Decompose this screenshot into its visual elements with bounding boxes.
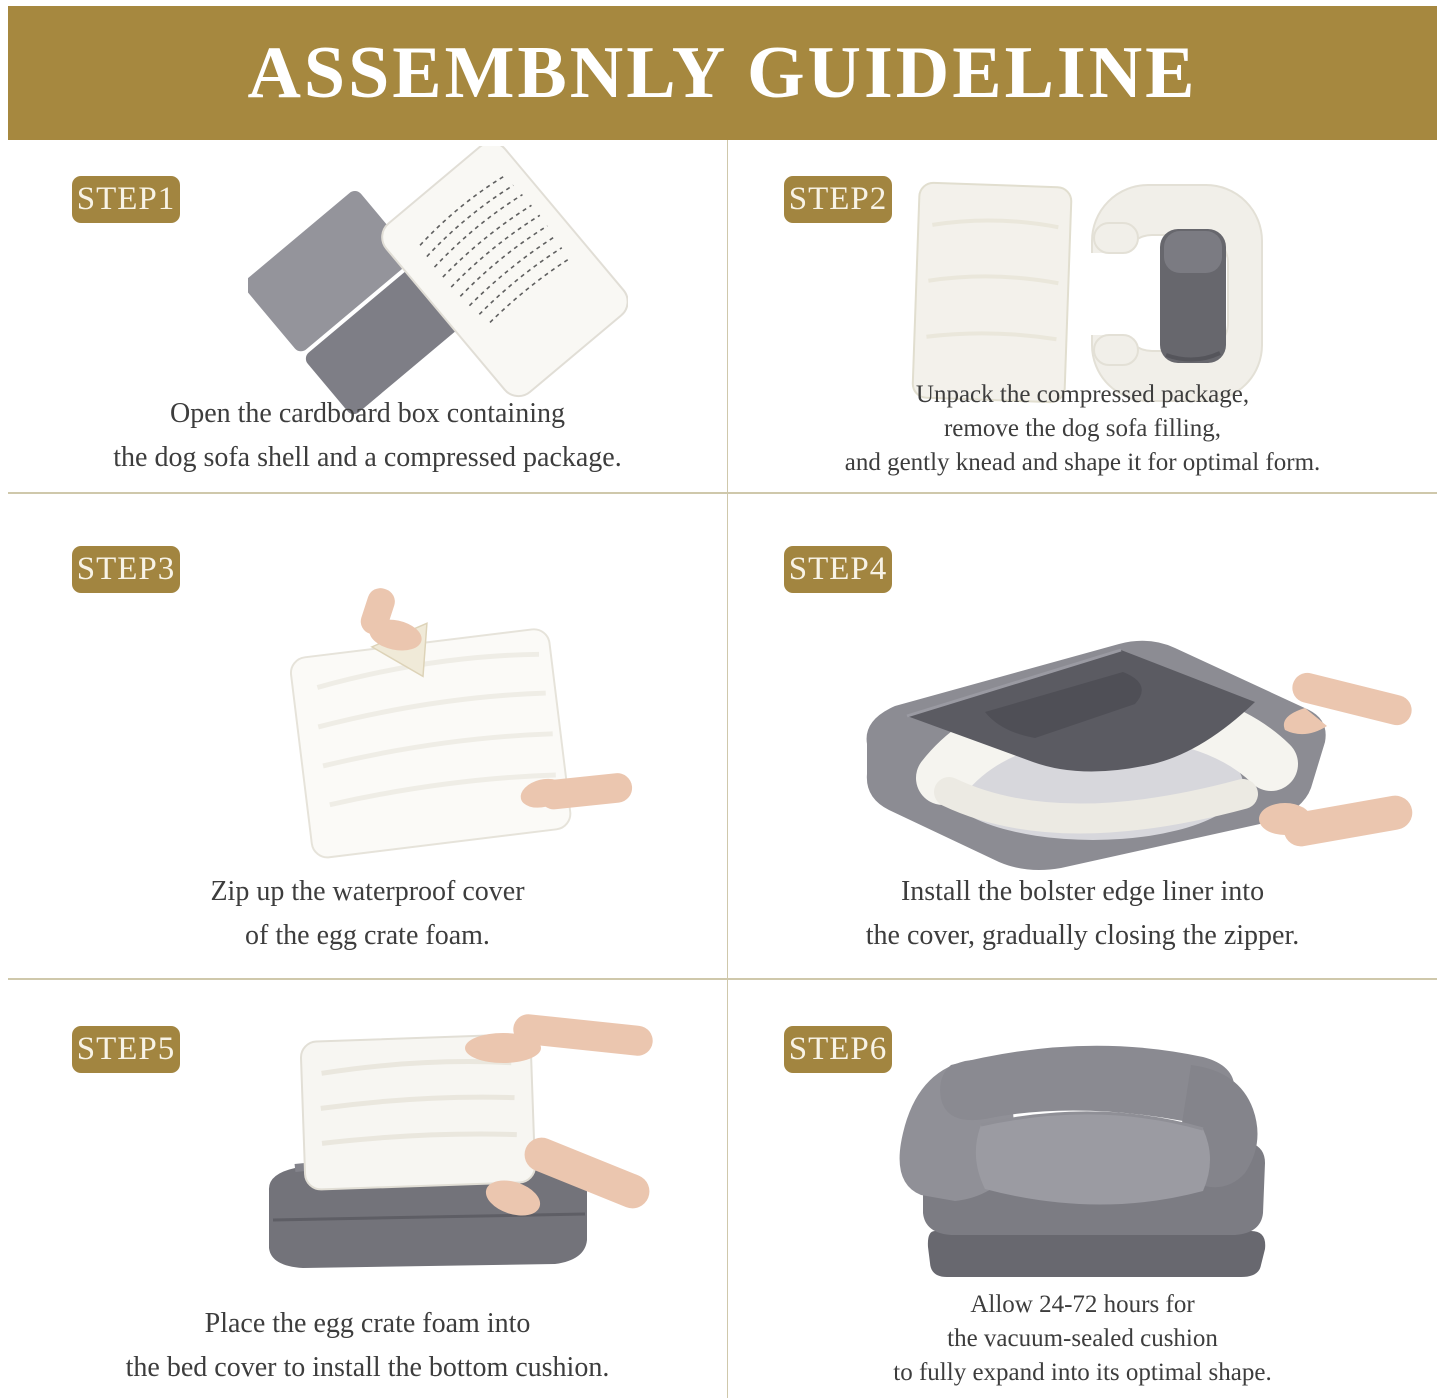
step5-caption: Place the egg crate foam into the bed cover to install the bottom cushion. <box>125 1308 610 1383</box>
step3-cover-photo <box>213 584 633 864</box>
page-title: ASSEMBNLY GUIDELINE <box>247 31 1198 114</box>
step6-badge: STEP6 <box>784 1026 892 1073</box>
step1-package-photo <box>248 146 628 416</box>
step5-foam-photo <box>203 1008 653 1283</box>
step4-badge: STEP4 <box>784 546 892 593</box>
step5-panel <box>8 980 727 1398</box>
step3-badge: STEP3 <box>72 546 180 593</box>
step1-badge: STEP1 <box>72 176 180 223</box>
step2-caption: Unpack the compressed package, remove the dog sofa filling, and gently knead and shape it for optimal form. <box>844 381 1321 476</box>
step6-panel <box>728 980 1437 1398</box>
step3-caption: Zip up the waterproof cover of the egg crate foam. <box>210 876 525 951</box>
step6-finished-sofa-photo <box>873 1013 1313 1298</box>
step2-badge: STEP2 <box>784 176 892 223</box>
step3-panel <box>8 494 727 978</box>
assembly-banner <box>8 6 1437 140</box>
step2-filling-photo <box>898 173 1268 413</box>
step5-badge: STEP5 <box>72 1026 180 1073</box>
step1-panel <box>8 140 727 492</box>
step4-panel <box>728 494 1437 978</box>
step2-panel <box>728 140 1437 492</box>
step1-caption: Open the cardboard box containing the dog sofa shell and a compressed package. <box>113 398 622 473</box>
step4-liner-photo <box>823 592 1413 872</box>
step6-caption: Allow 24-72 hours for the vacuum-sealed cushion to fully expand into its optimal shape. <box>893 1291 1272 1386</box>
step4-caption: Install the bolster edge liner into the cover, gradually closing the zipper. <box>865 876 1300 951</box>
